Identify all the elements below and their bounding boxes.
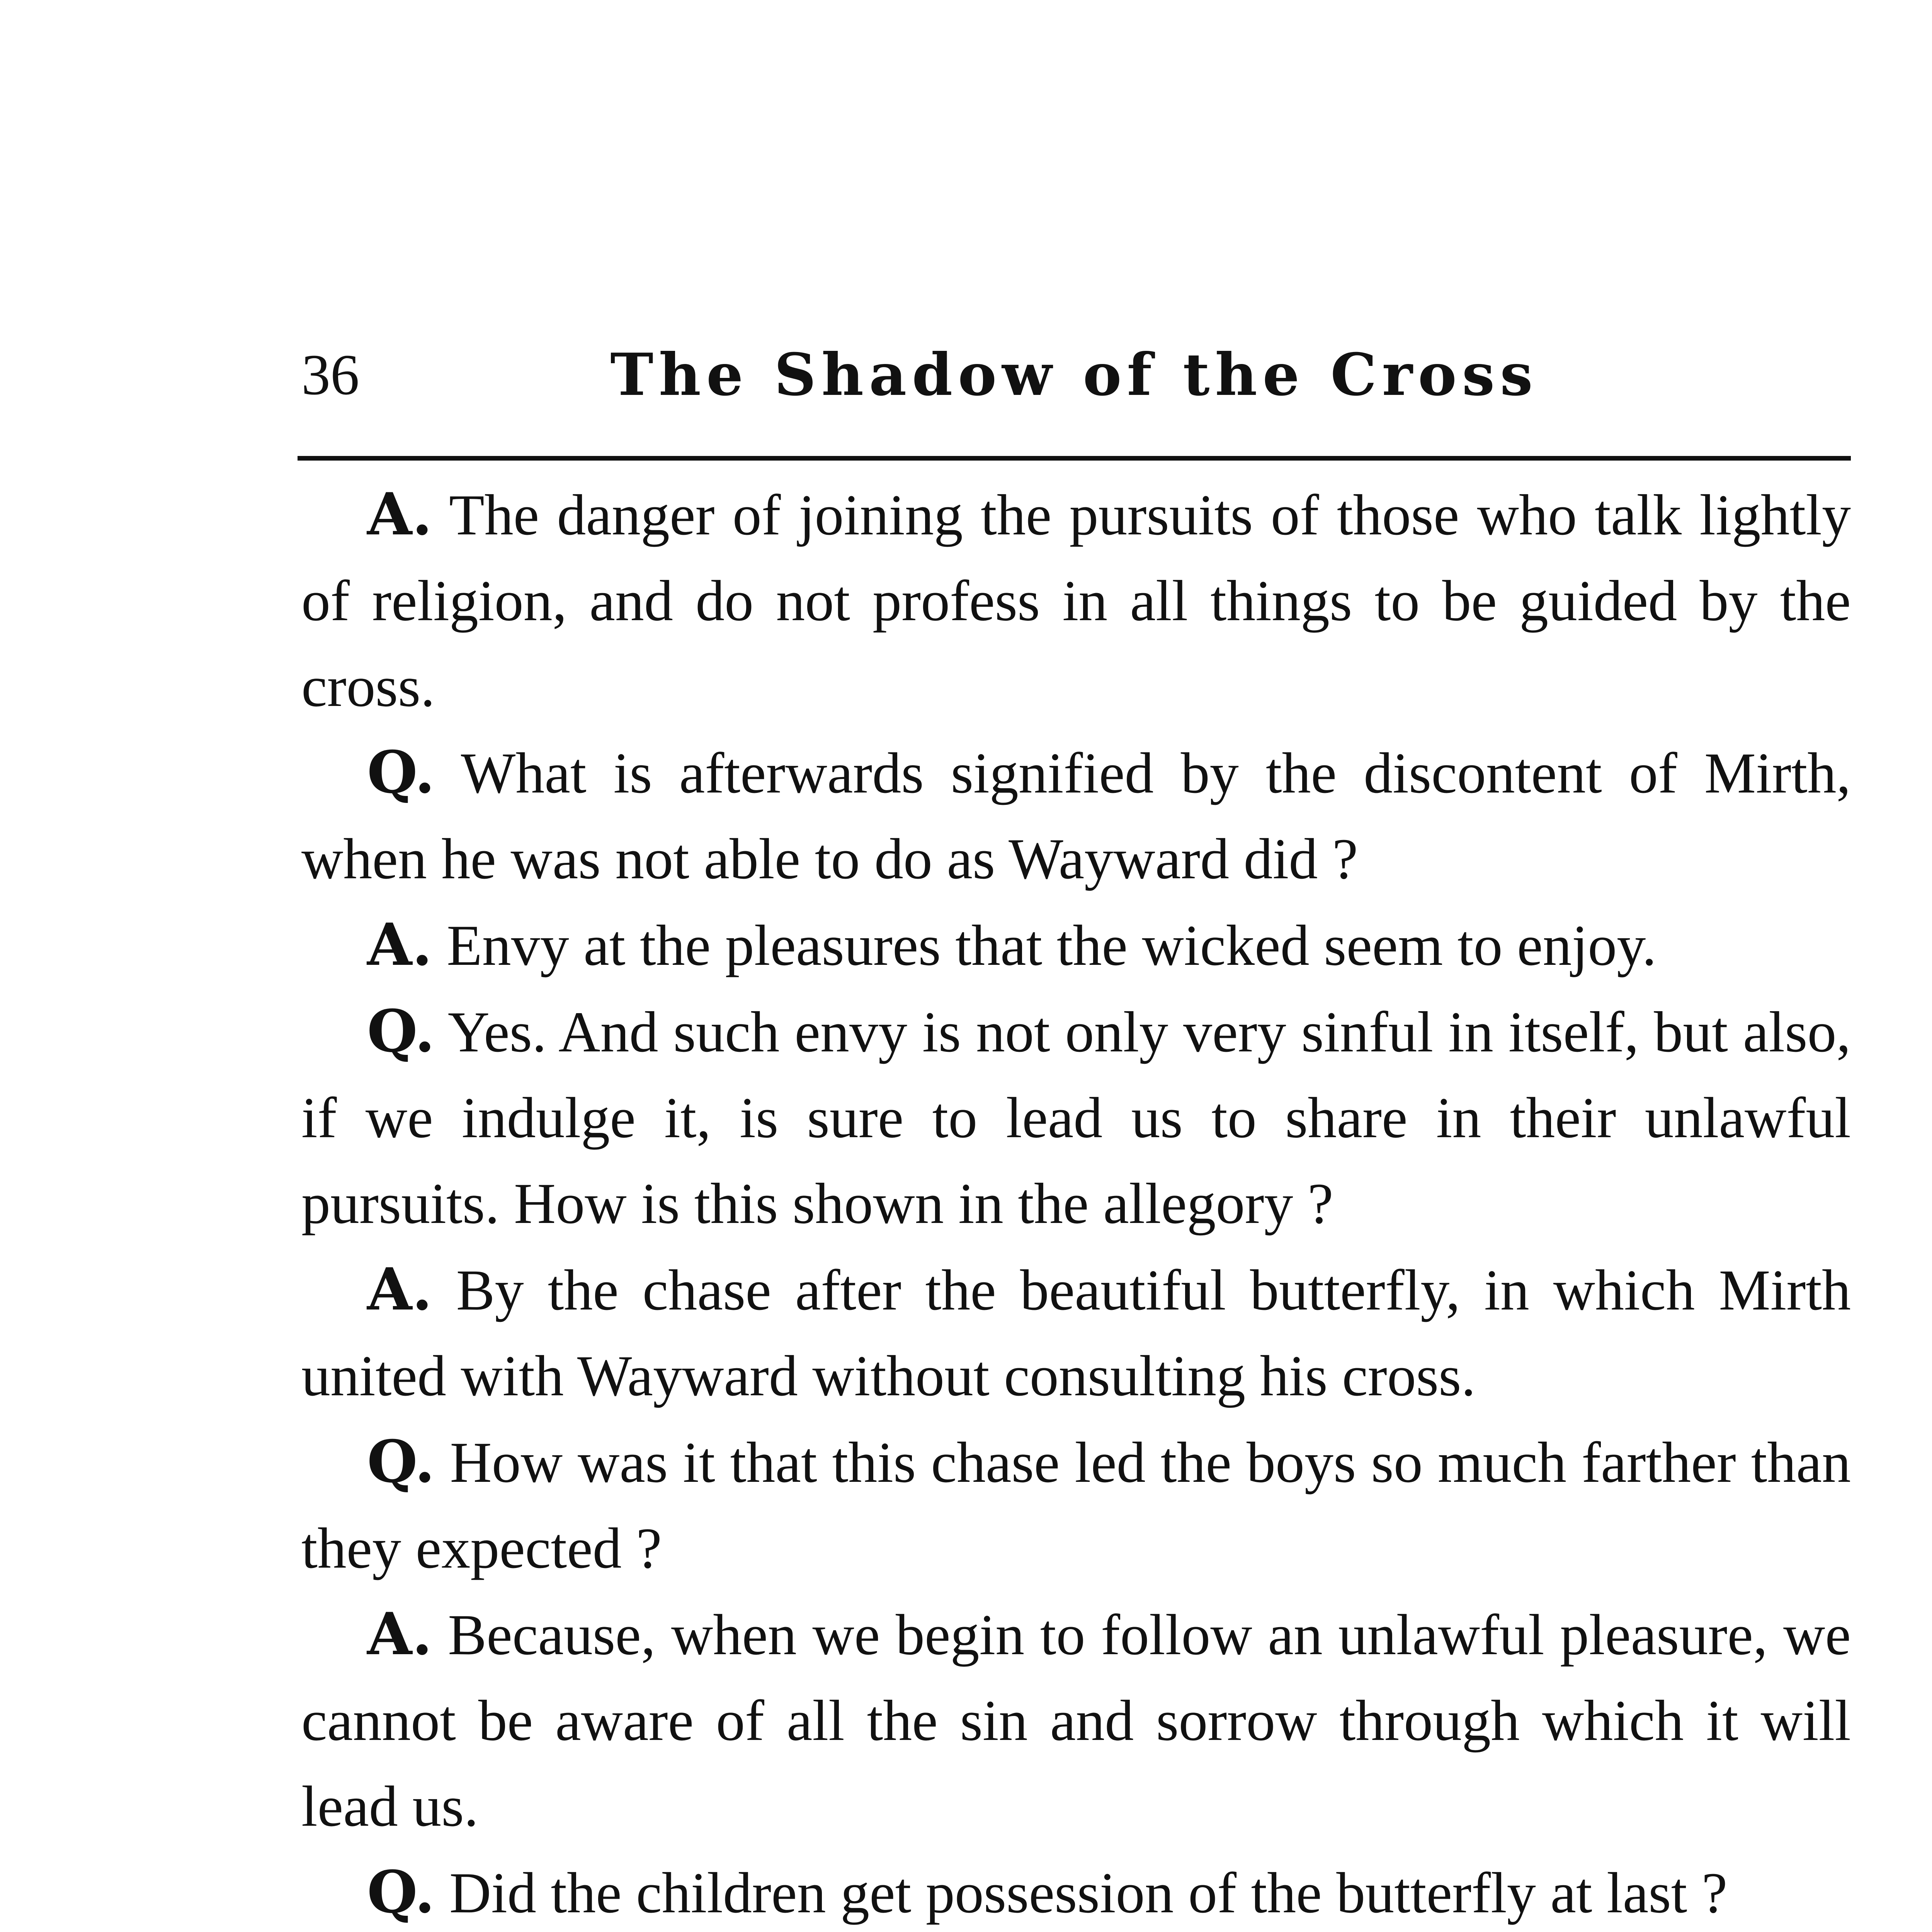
answer-marker: A. <box>367 1255 432 1323</box>
paragraph-text: How was it that this chase led the boys so much farther than they expected ? <box>301 1430 1851 1580</box>
paragraph-text: Because, when we begin to follow an unlawful pleasure, we cannot be aware of all the sin and sorrow through which it will lead us. <box>301 1603 1851 1838</box>
page-number: 36 <box>301 343 359 407</box>
paragraph-text: Did the children get possession of the butterfly at last ? <box>435 1861 1728 1925</box>
paragraph-text: The danger of joining the pursuits of those who talk lightly of religion, and do not profess in all things to be guided by the cross. <box>301 483 1851 719</box>
paragraph-text: Yes. And such envy is not only very sinful in itself, but also, if we indulge it, is sure to lead us to share in their unlawful pursuits. How is this shown in the allegory ? <box>301 1000 1851 1236</box>
paragraph-text: Envy at the pleasures that the wicked seem to enjoy. <box>432 913 1657 978</box>
paragraph-text: By the chase after the beautiful butterfly, in which Mirth united with Wayward without consulting his cross. <box>301 1258 1851 1408</box>
question-marker: Q. <box>367 1858 435 1926</box>
question-marker: Q. <box>367 1428 435 1496</box>
question-marker: Q. <box>367 997 435 1065</box>
question-marker: Q. <box>367 738 435 806</box>
answer-marker: A. <box>367 1600 432 1668</box>
running-title: The Shadow of the Cross <box>610 341 1538 409</box>
answer-marker: A. <box>367 480 432 548</box>
answer-marker: A. <box>367 911 432 979</box>
paragraph-text: What is afterwards signified by the discontent of Mirth, when he was not able to do as Wayward did ? <box>301 741 1851 891</box>
